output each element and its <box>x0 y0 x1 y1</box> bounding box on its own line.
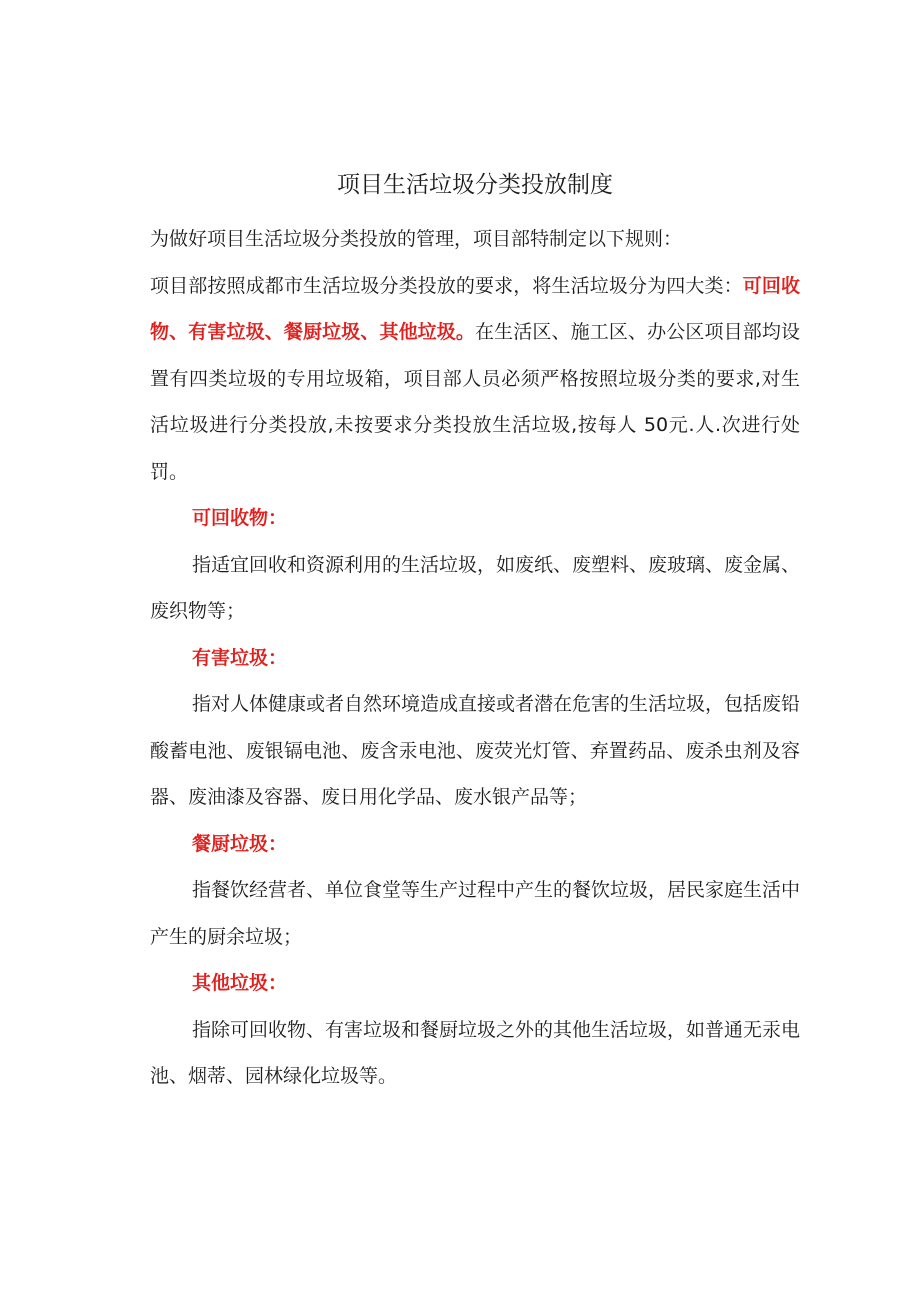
document-page <box>150 168 800 1100</box>
category-heading-recyclable: 可回收物： <box>192 507 288 529</box>
rule-text-after: 在生活区、施工区、办公区项目部均设置有四类垃圾的专用垃圾箱，项目部人员必须严格按照垃圾分类的要求,对生活垃圾进行分类投放,未按要求分类投放生活垃圾,按每人 50元.人.次进行处罚。 <box>150 321 800 483</box>
document-title: 项目生活垃圾分类投放制度 <box>337 172 613 198</box>
category-description-recyclable: 指适宜回收和资源利用的生活垃圾，如废纸、废塑料、废玻璃、废金属、废织物等； <box>150 553 801 622</box>
category-description-hazardous: 指对人体健康或者自然环境造成直接或者潜在危害的生活垃圾，包括废铅酸蓄电池、废银镉电池、废含汞电池、废荧光灯管、弃置药品、废杀虫剂及容器、废油漆及容器、废日用化学品、废水银产品等； <box>150 693 801 808</box>
category-heading-other: 其他垃圾： <box>192 972 288 994</box>
category-description-other: 指除可回收物、有害垃圾和餐厨垃圾之外的其他生活垃圾，如普通无汞电池、烟蒂、园林绿化垃圾等。 <box>150 1018 801 1087</box>
category-heading-kitchen: 餐厨垃圾： <box>192 832 288 855</box>
rule-highlight: 可回收物、有害垃圾、餐厨垃圾、其他垃圾。 <box>150 274 800 343</box>
intro-paragraph: 为做好项目生活垃圾分类投放的管理，项目部特制定以下规则： <box>150 228 683 250</box>
category-heading-hazardous: 有害垃圾： <box>192 646 288 669</box>
rule-text-before: 项目部按照成都市生活垃圾分类投放的要求，将生活垃圾分为四大类： <box>150 274 743 297</box>
category-description-kitchen: 指餐饮经营者、单位食堂等生产过程中产生的餐饮垃圾，居民家庭生活中产生的厨余垃圾； <box>150 879 801 948</box>
rule-paragraph <box>150 263 800 496</box>
